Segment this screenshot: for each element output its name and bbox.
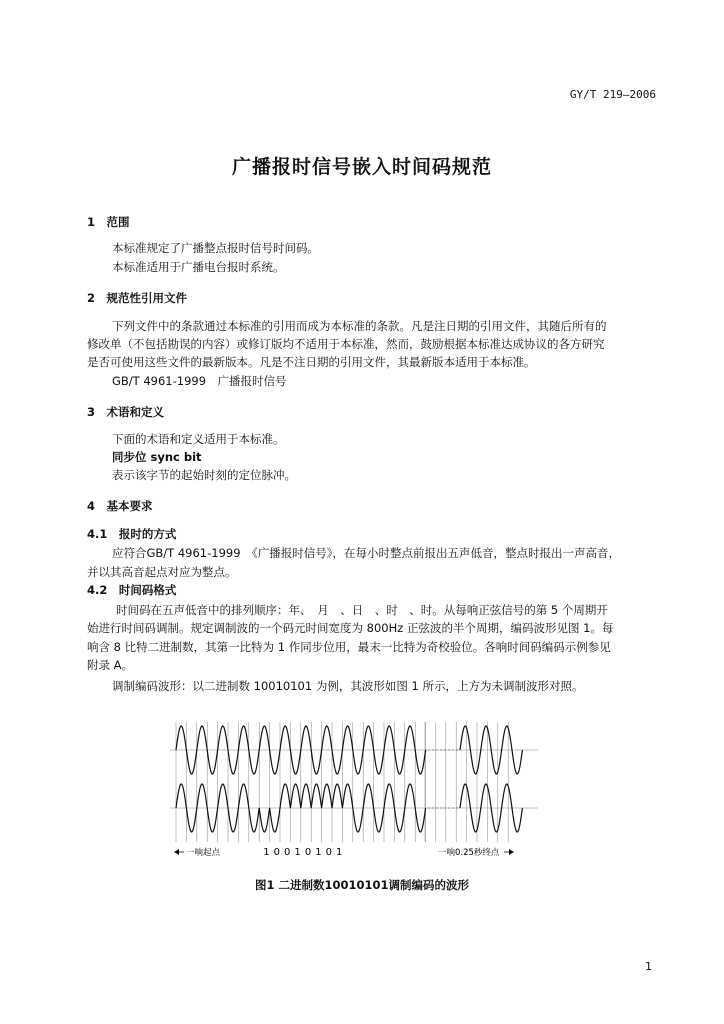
label-left: 一响起点 [186, 848, 221, 858]
left-arrow-icon [174, 849, 179, 855]
section-2-reference: GB/T 4961-1999 广播报时信号 [112, 374, 287, 388]
figure-labels [174, 847, 514, 858]
section-4-2-line-1: 时间码在五声低音中的排列顺序：年、 月 、日 、时 、时。从每响正弦信号的第 5 个周期开 [116, 603, 608, 617]
section-2-line-1: 下列文件中的条款通过本标准的引用而成为本标准的条款。凡是注日期的引用文件，其随后所有的 [112, 319, 607, 333]
section-2-heading: 2 规范性引用文件 [87, 291, 188, 305]
label-right: 一响0.25秒终点 [438, 848, 500, 858]
right-arrow-icon [509, 849, 514, 855]
page-number: 1 [645, 960, 652, 973]
section-4-1-heading: 4.1 报时的方式 [87, 527, 177, 541]
standard-code: GY/T 219—2006 [569, 88, 656, 101]
document-title: 广播报时信号嵌入时间码规范 [231, 156, 492, 178]
bit-label: 1 [263, 847, 270, 858]
section-2-line-3: 是否可使用这些文件的最新版本。凡是不注日期的引用文件，其最新版本适用于本标准。 [87, 355, 536, 369]
section-1-line-1: 本标准规定了广播整点报时信号时间码。 [112, 241, 319, 255]
section-1-heading: 1 范围 [87, 215, 130, 229]
bit-label: 1 [336, 847, 343, 858]
section-4-heading: 4 基本要求 [87, 499, 153, 513]
section-4-2-line-5: 调制编码波形：以二进制数 10010101 为例，其波形如图 1 所示，上方为未调制波形对照。 [112, 679, 584, 693]
section-4-2-line-4: 附录 A。 [87, 658, 134, 672]
bit-label: 0 [273, 847, 280, 858]
section-4-2-line-3: 响含 8 比特二进制数，其第一比特为 1 作同步位用，最末一比特为奇校验位。各响时间码编码示例参见 [87, 640, 611, 654]
section-1-line-2: 本标准适用于广播电台报时系统。 [112, 260, 285, 274]
section-3-line-3: 表示该字节的起始时刻的定位脉冲。 [112, 468, 296, 482]
figure-bit-labels [263, 847, 342, 858]
section-3-line-1: 下面的术语和定义适用于本标准。 [112, 432, 285, 446]
waveform-figure [170, 712, 545, 870]
section-2-line-2: 修改单（不包括勘误的内容）或修订版均不适用于本标准，然而，鼓励根据本标准达成协议的各方研究 [87, 337, 605, 351]
bit-label: 1 [315, 847, 322, 858]
bit-label: 0 [325, 847, 332, 858]
section-4-2-line-2: 始进行时间码调制。规定调制波的一个码元时间宽度为 800Hz 正弦波的半个周期，编码波形见图 1。每 [87, 621, 614, 635]
bit-label: 0 [304, 847, 312, 858]
section-4-2-heading: 4.2 时间码格式 [87, 583, 177, 597]
section-4-1-line-1: 应符合GB/T 4961-1999 《广播报时信号》，在每小时整点前报出五声低音，整点时报出一声高音， [112, 546, 621, 560]
section-4-1-line-2: 并以其高音起点对应为整点。 [87, 565, 237, 579]
term-sync-bit: 同步位 sync bit [112, 450, 202, 464]
bit-label: 0 [284, 847, 291, 858]
section-3-heading: 3 术语和定义 [87, 405, 165, 419]
figure-caption: 图1 二进制数10010101调制编码的波形 [254, 878, 470, 892]
bit-label: 1 [294, 847, 301, 858]
